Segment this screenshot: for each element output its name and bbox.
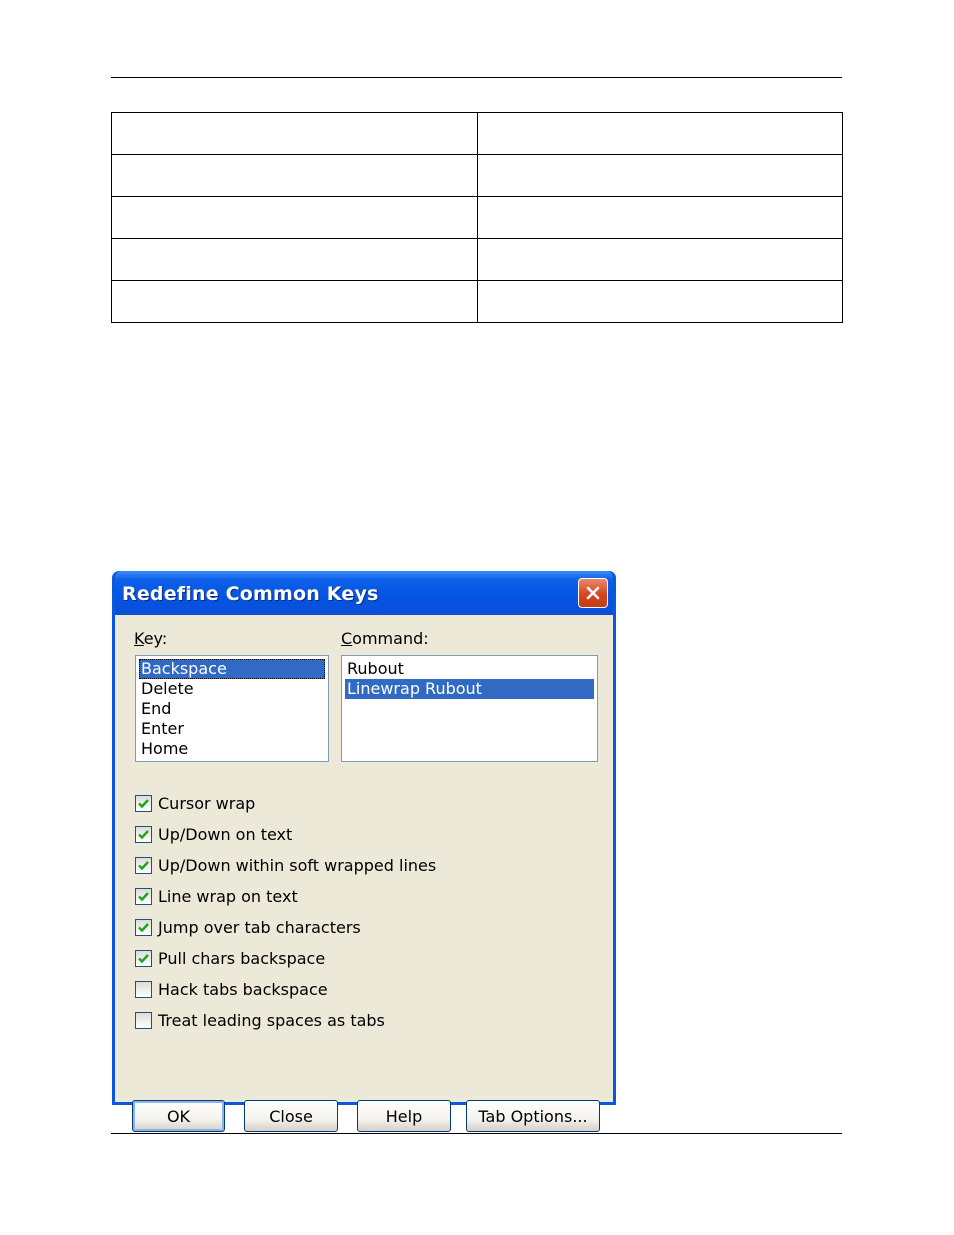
table-row bbox=[112, 113, 843, 155]
help-button[interactable]: Help bbox=[357, 1100, 451, 1132]
command-label: Command: bbox=[341, 629, 429, 648]
option-up-down-soft-wrapped[interactable] bbox=[135, 854, 436, 876]
key-item-end[interactable]: End bbox=[141, 699, 172, 718]
table-cell bbox=[477, 281, 843, 323]
checkbox[interactable] bbox=[135, 857, 152, 874]
option-label: Treat leading spaces as tabs bbox=[158, 1010, 385, 1030]
close-button[interactable]: Close bbox=[244, 1100, 338, 1132]
key-item-backspace[interactable]: Backspace bbox=[139, 659, 325, 679]
checkmark-icon bbox=[137, 921, 150, 934]
option-hack-tabs-backspace[interactable] bbox=[135, 978, 328, 1000]
option-label: Jump over tab characters bbox=[158, 917, 361, 937]
table-cell bbox=[477, 239, 843, 281]
option-up-down-on-text[interactable] bbox=[135, 823, 292, 845]
dialog-title: Redefine Common Keys bbox=[122, 583, 379, 605]
key-item-home[interactable]: Home bbox=[141, 739, 189, 758]
table-cell bbox=[477, 113, 843, 155]
key-item-enter[interactable]: Enter bbox=[141, 719, 184, 738]
table-cell bbox=[477, 197, 843, 239]
key-listbox[interactable] bbox=[135, 655, 329, 762]
checkbox[interactable] bbox=[135, 919, 152, 936]
checkbox[interactable] bbox=[135, 950, 152, 967]
redefine-common-keys-dialog bbox=[112, 571, 616, 1126]
checkmark-icon bbox=[137, 952, 150, 965]
command-item-linewrap-rubout[interactable]: Linewrap Rubout bbox=[345, 679, 594, 699]
empty-table bbox=[111, 112, 843, 323]
option-label: Hack tabs backspace bbox=[158, 979, 328, 999]
option-label: Pull chars backspace bbox=[158, 948, 326, 968]
checkmark-icon bbox=[137, 797, 150, 810]
option-cursor-wrap[interactable] bbox=[135, 792, 255, 814]
table-cell bbox=[112, 239, 478, 281]
checkbox[interactable] bbox=[135, 826, 152, 843]
checkmark-icon bbox=[137, 890, 150, 903]
option-label: Line wrap on text bbox=[158, 886, 298, 906]
option-treat-leading-spaces-as-tabs[interactable] bbox=[135, 1009, 385, 1031]
key-label: Key: bbox=[134, 629, 168, 648]
title-bar[interactable] bbox=[115, 571, 613, 615]
checkmark-icon bbox=[137, 828, 150, 841]
option-line-wrap-on-text[interactable] bbox=[135, 885, 298, 907]
tab-options-button[interactable]: Tab Options... bbox=[466, 1100, 600, 1132]
ok-button[interactable]: OK bbox=[132, 1100, 225, 1132]
checkbox[interactable] bbox=[135, 888, 152, 905]
table-cell bbox=[112, 281, 478, 323]
table-cell bbox=[112, 113, 478, 155]
close-icon bbox=[585, 585, 601, 601]
option-label: Cursor wrap bbox=[158, 793, 256, 813]
checkbox[interactable] bbox=[135, 795, 152, 812]
option-jump-over-tab-characters[interactable] bbox=[135, 916, 361, 938]
command-listbox[interactable] bbox=[341, 655, 598, 762]
checkbox[interactable] bbox=[135, 1012, 152, 1029]
footer-rule bbox=[111, 1133, 842, 1134]
table-cell bbox=[477, 155, 843, 197]
header-rule bbox=[111, 77, 842, 78]
table-row bbox=[112, 281, 843, 323]
close-window-button[interactable] bbox=[578, 578, 608, 608]
checkbox[interactable] bbox=[135, 981, 152, 998]
option-pull-chars-backspace[interactable] bbox=[135, 947, 325, 969]
checkmark-icon bbox=[137, 859, 150, 872]
table-row bbox=[112, 197, 843, 239]
table-cell bbox=[112, 197, 478, 239]
dialog-client-area bbox=[115, 615, 613, 1126]
table-cell bbox=[112, 155, 478, 197]
command-item-rubout[interactable]: Rubout bbox=[347, 659, 404, 678]
key-item-delete[interactable]: Delete bbox=[141, 679, 194, 698]
option-label: Up/Down within soft wrapped lines bbox=[158, 855, 437, 875]
option-label: Up/Down on text bbox=[158, 824, 293, 844]
table-row bbox=[112, 155, 843, 197]
table-row bbox=[112, 239, 843, 281]
